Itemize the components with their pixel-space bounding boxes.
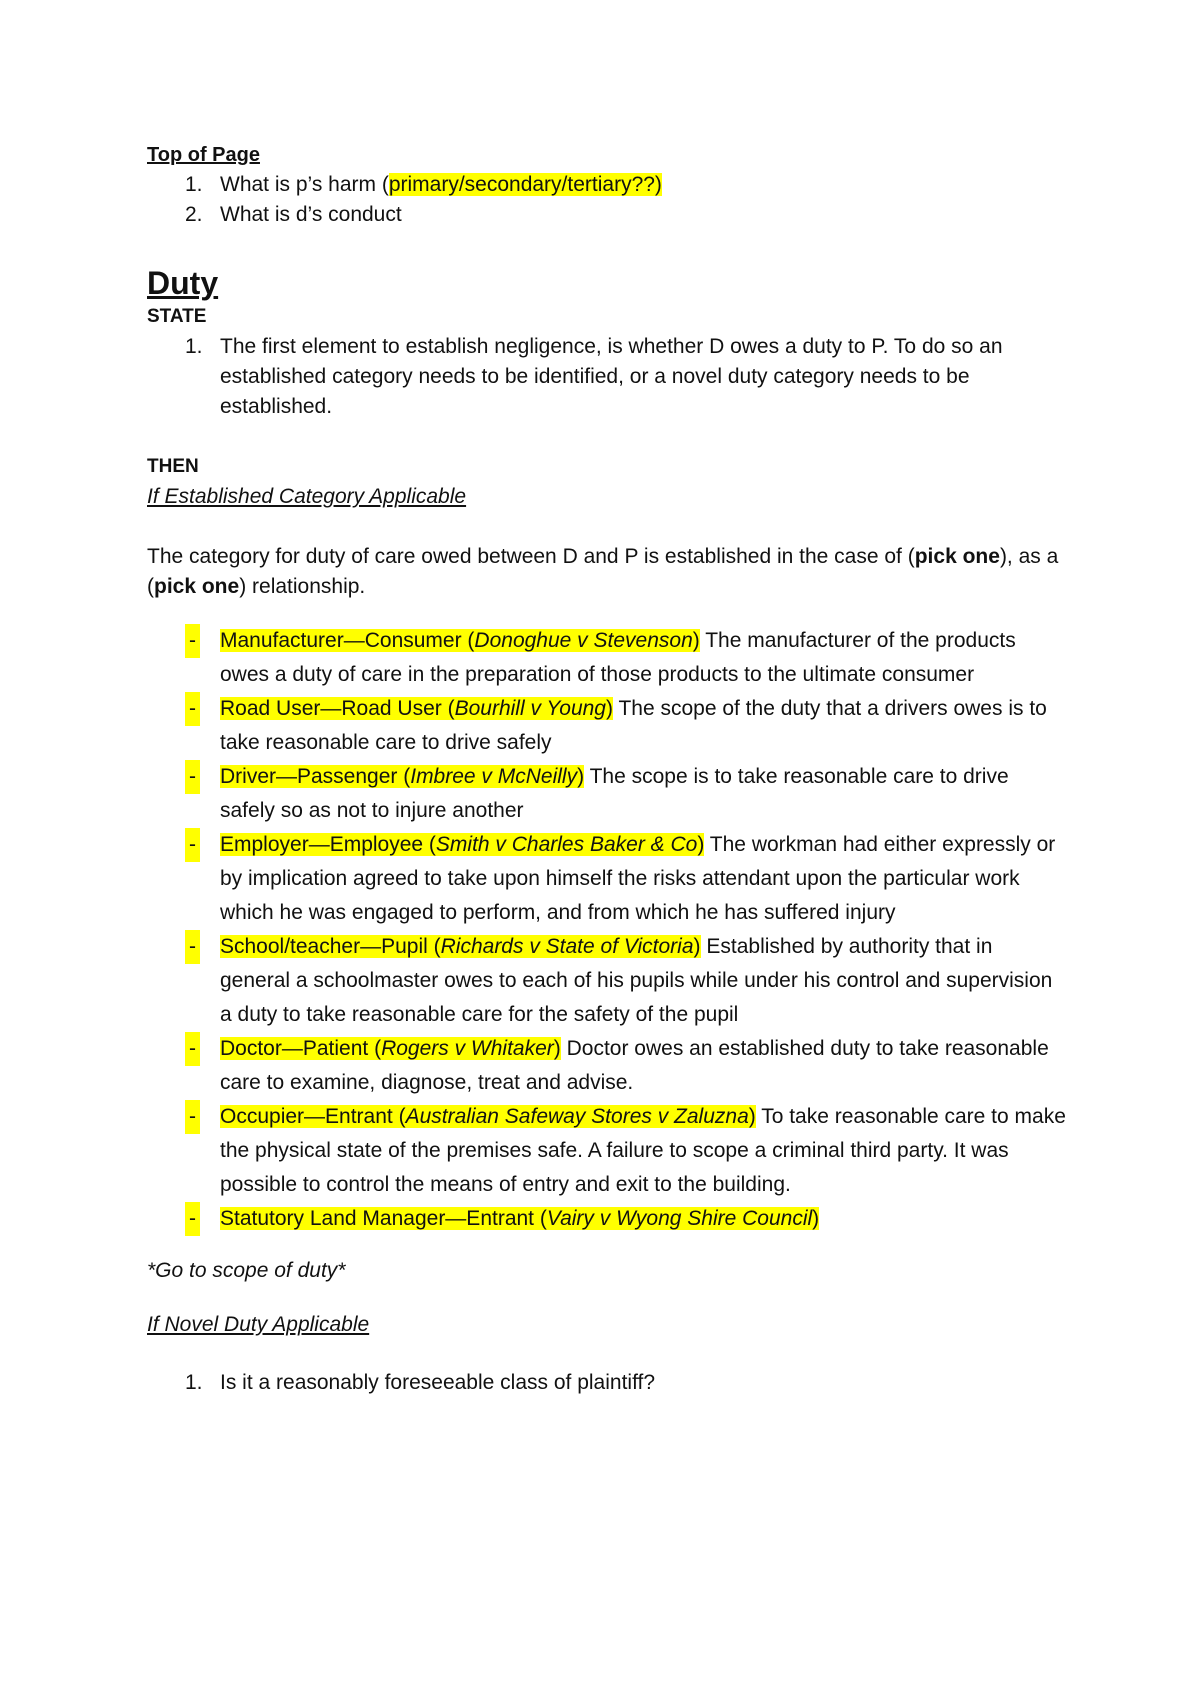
state-label: STATE [147,306,207,327]
category-name: Manufacturer—Consumer (Donoghue v Stevenson) [220,629,700,652]
case-name: Australian Safeway Stores v Zaluzna [405,1105,749,1128]
list-number: 2. [185,203,203,226]
case-name: Donoghue v Stevenson [474,629,693,652]
dash-bullet: - [185,760,200,794]
list-item [147,200,1067,230]
case-name: Richards v State of Victoria [440,935,694,958]
category-name: Driver—Passenger (Imbree v McNeilly) [220,765,585,788]
category-desc: The workman had either expressly or by implication agreed to take upon himself the risks attendant upon the particular work which he was engaged to perform, and from which he has suffered injury [220,833,1056,924]
category-desc: To take reasonable care to make the physical state of the premises safe. A failure to scope a criminal third party. It was possible to control the means of entry and exit to the building. [220,1105,1066,1196]
category-list [147,624,1067,1236]
harm-type-highlight: primary/secondary/tertiary??) [388,173,662,196]
category-desc: Doctor owes an established duty to take reasonable care to examine, diagnose, treat and advise. [220,1037,1049,1094]
category-item [147,624,1067,692]
category-item [147,1032,1067,1100]
then-label: THEN [147,456,199,477]
case-name: Imbree v McNeilly [410,765,578,788]
dash-bullet: - [185,1202,200,1236]
dash-bullet: - [185,624,200,658]
intro-text: The category for duty of care owed between D and P is established in the case of ( [147,545,915,568]
dash-bullet: - [185,930,200,964]
category-desc: The scope of the duty that a drivers owes is to take reasonable care to drive safely [220,697,1047,754]
category-item [147,1100,1067,1202]
dash-bullet: - [185,828,200,862]
case-name: Bourhill v Young [454,697,606,720]
category-desc: Established by authority that in general a schoolmaster owes to each of his pupils while under his control and supervision a duty to take reasonable care for the safety of the pupil [220,935,1053,1026]
list-number: 1. [185,173,203,196]
category-name: Doctor—Patient (Rogers v Whitaker) [220,1037,561,1060]
dash-bullet: - [185,692,200,726]
question-text: What is d’s conduct [220,203,402,226]
category-intro [147,542,1067,602]
list-item [147,332,1067,422]
category-name: School/teacher—Pupil (Richards v State of Victoria) [220,935,701,958]
novel-question: Is it a reasonably foreseeable class of plaintiff? [220,1371,656,1394]
dash-bullet: - [185,1100,200,1134]
case-name: Smith v Charles Baker & Co [435,833,698,856]
novel-duty-label: If Novel Duty Applicable [147,1313,370,1336]
state-text: The first element to establish negligence, is whether D owes a duty to P. To do so an established category needs to be identified, or a novel duty category needs to be established. [220,335,1003,418]
novel-list [147,1368,1067,1398]
category-name: Occupier—Entrant (Australian Safeway Stores v Zaluzna) [220,1105,756,1128]
category-item [147,760,1067,828]
category-name: Statutory Land Manager—Entrant (Vairy v Wyong Shire Council) [220,1207,820,1230]
category-name: Road User—Road User (Bourhill v Young) [220,697,613,720]
category-item [147,930,1067,1032]
category-item [147,692,1067,760]
category-desc: The scope is to take reasonable care to drive safely so as not to injure another [220,765,1009,822]
dash-bullet: - [185,1032,200,1066]
state-list [147,332,1067,422]
goto-scope-note: *Go to scope of duty* [147,1259,346,1282]
list-number: 1. [185,335,203,358]
intro-text: ) relationship. [239,575,366,598]
category-desc: The manufacturer of the products owes a duty of care in the preparation of those products to the ultimate consumer [220,629,1016,686]
list-item [147,170,1067,200]
category-item [147,1202,1067,1236]
list-item [147,1368,1067,1398]
list-number: 1. [185,1371,203,1394]
question-text: What is p’s harm ( [220,173,389,196]
case-name: Vairy v Wyong Shire Council [546,1207,813,1230]
duty-heading: Duty [147,265,219,301]
case-name: Rogers v Whitaker [381,1037,554,1060]
document-page [147,140,1067,1398]
established-category-label: If Established Category Applicable [147,485,467,508]
category-name: Employer—Employee (Smith v Charles Baker & Co) [220,833,705,856]
pick-one-text: pick one [914,545,1000,568]
intro-text: ), as a ( [147,545,1059,598]
category-item [147,828,1067,930]
top-of-page-label: Top of Page [147,144,260,166]
pick-one-text: pick one [154,575,240,598]
top-questions-list [147,170,1067,230]
